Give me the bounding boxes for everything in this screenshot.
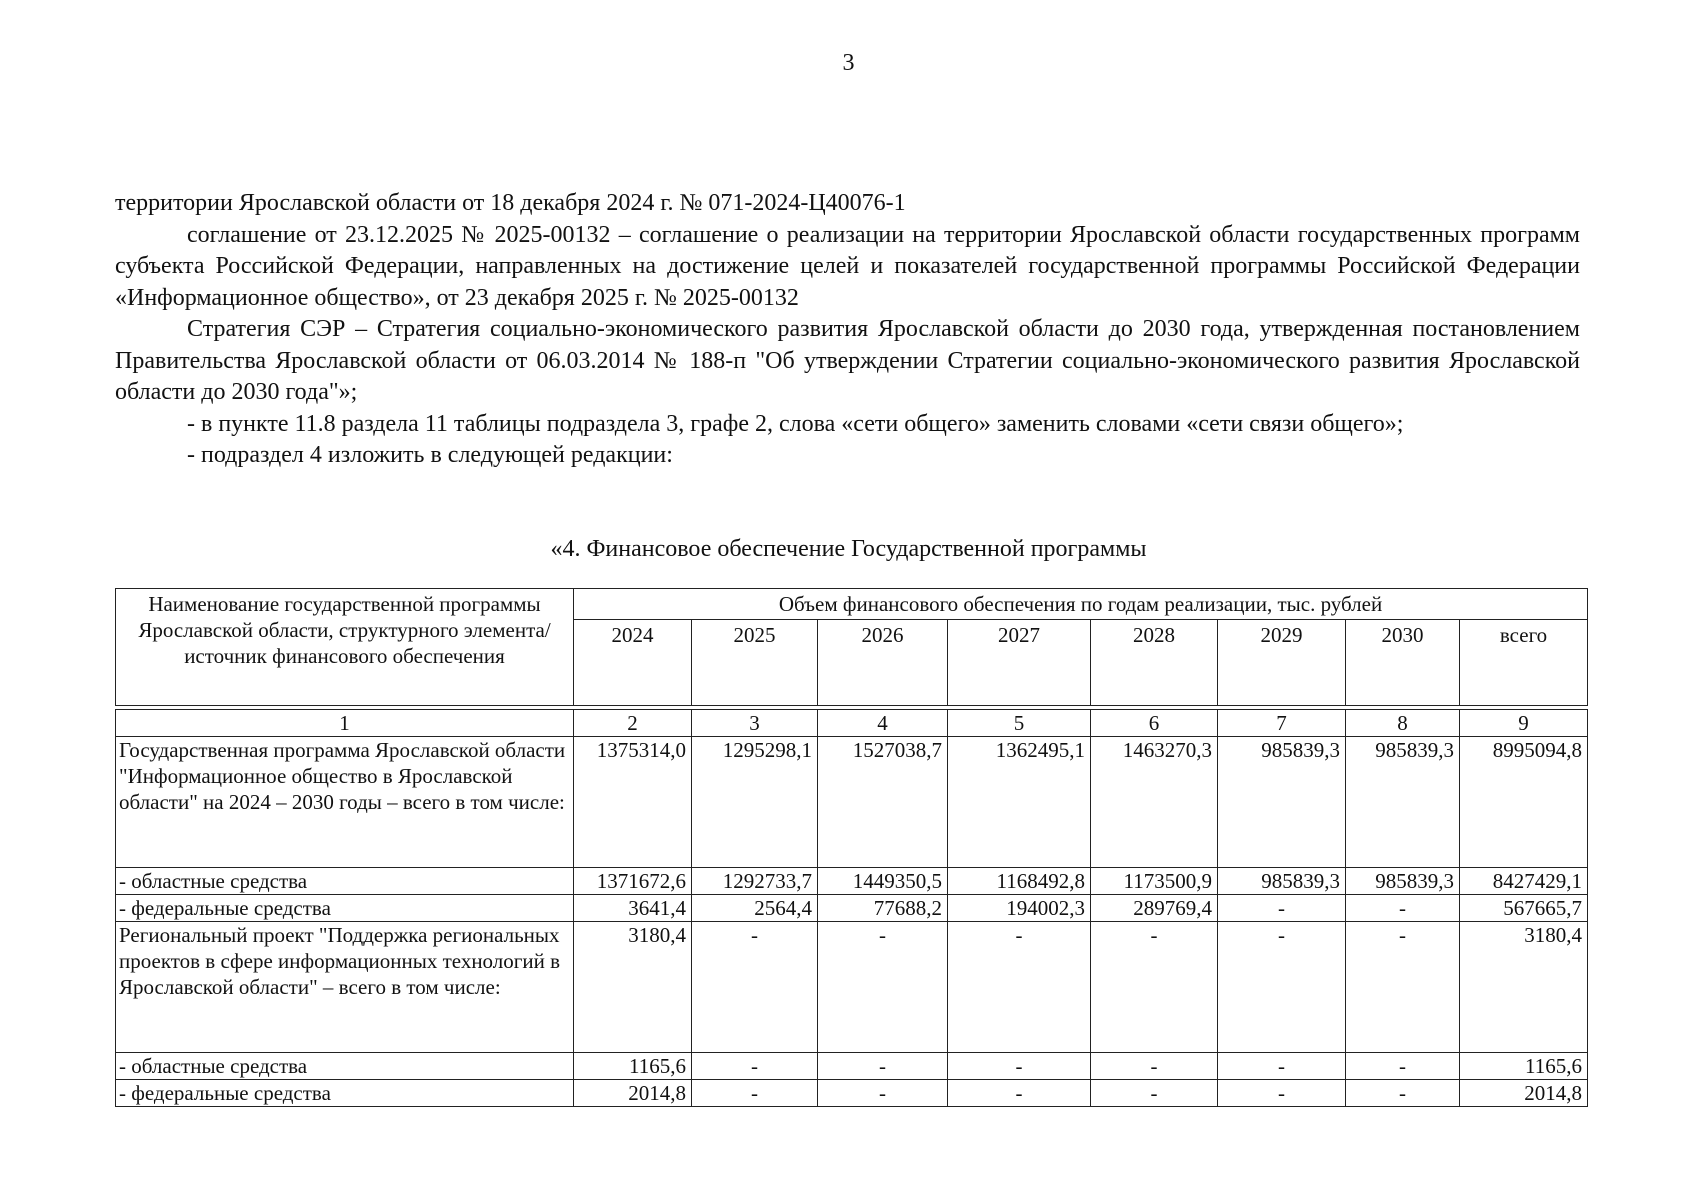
- table-row: [116, 922, 1588, 1053]
- value-cell: 194002,3: [948, 895, 1091, 922]
- paragraph: - в пункте 11.8 раздела 11 таблицы подраздела 3, графе 2, слова «сети общего» заменить словами «сети связи общего»;: [187, 410, 1404, 437]
- value-cell: -: [818, 1080, 948, 1107]
- value-cell: 1165,6: [574, 1053, 692, 1080]
- volume-header: Объем финансового обеспечения по годам реализации, тыс. рублей: [574, 589, 1588, 620]
- value-cell: -: [1218, 895, 1346, 922]
- value-cell: 289769,4: [1091, 895, 1218, 922]
- total-cell: 3180,4: [1460, 922, 1588, 1053]
- value-cell: -: [948, 1080, 1091, 1107]
- value-cell: 1463270,3: [1091, 737, 1218, 868]
- value-cell: 1292733,7: [692, 868, 818, 895]
- value-cell: 985839,3: [1218, 868, 1346, 895]
- value-cell: 1362495,1: [948, 737, 1091, 868]
- row-name: - федеральные средства: [116, 895, 574, 922]
- value-cell: -: [692, 922, 818, 1053]
- column-number: 5: [948, 710, 1091, 737]
- value-cell: -: [692, 1053, 818, 1080]
- value-cell: 2014,8: [574, 1080, 692, 1107]
- row-name: - областные средства: [116, 868, 574, 895]
- value-cell: -: [1346, 922, 1460, 1053]
- value-cell: 3641,4: [574, 895, 692, 922]
- table-row: [116, 868, 1588, 895]
- total-cell: 8995094,8: [1460, 737, 1588, 868]
- column-number: 7: [1218, 710, 1346, 737]
- row-name: Государственная программа Ярославской области "Информационное общество в Ярославской области" на 2024 – 2030 годы – всего в том числе:: [116, 737, 574, 868]
- value-cell: 1173500,9: [1091, 868, 1218, 895]
- column-number: 2: [574, 710, 692, 737]
- paragraph: соглашение от 23.12.2025 № 2025-00132 – соглашение о реализации на территории Ярославской области государственных программ субъекта Российской Федерации, направленных на достижение целей и показателей государственной программы Российской Федерации «Информационное общество», от 23 декабря 2025 г. № 2025-00132: [115, 221, 1580, 311]
- value-cell: -: [818, 922, 948, 1053]
- total-cell: 8427429,1: [1460, 868, 1588, 895]
- year-header: 2029: [1218, 620, 1346, 706]
- document-body: [115, 188, 1580, 472]
- paragraph: - подраздел 4 изложить в следующей редакции:: [187, 442, 673, 468]
- value-cell: -: [1346, 1053, 1460, 1080]
- year-header: 2030: [1346, 620, 1460, 706]
- value-cell: 2564,4: [692, 895, 818, 922]
- table-row: [116, 1080, 1588, 1107]
- column-number-row: [116, 710, 1588, 737]
- total-cell: 1165,6: [1460, 1053, 1588, 1080]
- year-header: 2027: [948, 620, 1091, 706]
- paragraph: Стратегия СЭР – Стратегия социально-экономического развития Ярославской области до 2030 года, утвержденная постановлением Правительства Ярославской области от 06.03.2014 № 188-п "Об утверждении Стратегии социально-экономического развития Ярославской области до 2030 года"»;: [115, 316, 1580, 405]
- year-header: 2026: [818, 620, 948, 706]
- value-cell: 3180,4: [574, 922, 692, 1053]
- total-cell: 2014,8: [1460, 1080, 1588, 1107]
- value-cell: -: [1091, 1080, 1218, 1107]
- value-cell: 1295298,1: [692, 737, 818, 868]
- row-name: - федеральные средства: [116, 1080, 574, 1107]
- value-cell: 985839,3: [1346, 737, 1460, 868]
- value-cell: -: [948, 922, 1091, 1053]
- column-number: 6: [1091, 710, 1218, 737]
- value-cell: -: [1346, 1080, 1460, 1107]
- value-cell: -: [1346, 895, 1460, 922]
- value-cell: 1371672,6: [574, 868, 692, 895]
- page-number: 3: [842, 50, 855, 76]
- total-cell: 567665,7: [1460, 895, 1588, 922]
- column-number: 4: [818, 710, 948, 737]
- value-cell: -: [1218, 1080, 1346, 1107]
- value-cell: 77688,2: [818, 895, 948, 922]
- value-cell: 1375314,0: [574, 737, 692, 868]
- column-number: 3: [692, 710, 818, 737]
- value-cell: 1449350,5: [818, 868, 948, 895]
- table-row: [116, 737, 1588, 868]
- paragraph: территории Ярославской области от 18 декабря 2024 г. № 071-2024-Ц40076-1: [115, 190, 906, 216]
- value-cell: -: [1218, 1053, 1346, 1080]
- year-header: 2025: [692, 620, 818, 706]
- row-name: Региональный проект "Поддержка региональных проектов в сфере информационных технологий в Ярославской области" – всего в том числе:: [116, 922, 574, 1053]
- value-cell: -: [1218, 922, 1346, 1053]
- table-row: [116, 1053, 1588, 1080]
- column-number: 8: [1346, 710, 1460, 737]
- value-cell: 1168492,8: [948, 868, 1091, 895]
- year-header: 2028: [1091, 620, 1218, 706]
- year-header: 2024: [574, 620, 692, 706]
- financing-table: [115, 588, 1588, 1107]
- row-name: - областные средства: [116, 1053, 574, 1080]
- table-row: [116, 895, 1588, 922]
- value-cell: -: [818, 1053, 948, 1080]
- header-row: [116, 589, 1588, 620]
- section-title: «4. Финансовое обеспечение Государственной программы: [550, 536, 1147, 562]
- value-cell: 985839,3: [1346, 868, 1460, 895]
- total-header: всего: [1460, 620, 1588, 706]
- value-cell: -: [692, 1080, 818, 1107]
- name-column-header: Наименование государственной программы Ярославской области, структурного элемента/ источник финансового обеспечения: [116, 589, 574, 706]
- value-cell: -: [948, 1053, 1091, 1080]
- value-cell: 985839,3: [1218, 737, 1346, 868]
- value-cell: -: [1091, 922, 1218, 1053]
- value-cell: 1527038,7: [818, 737, 948, 868]
- column-number: 9: [1460, 710, 1588, 737]
- column-number: 1: [116, 710, 574, 737]
- value-cell: -: [1091, 1053, 1218, 1080]
